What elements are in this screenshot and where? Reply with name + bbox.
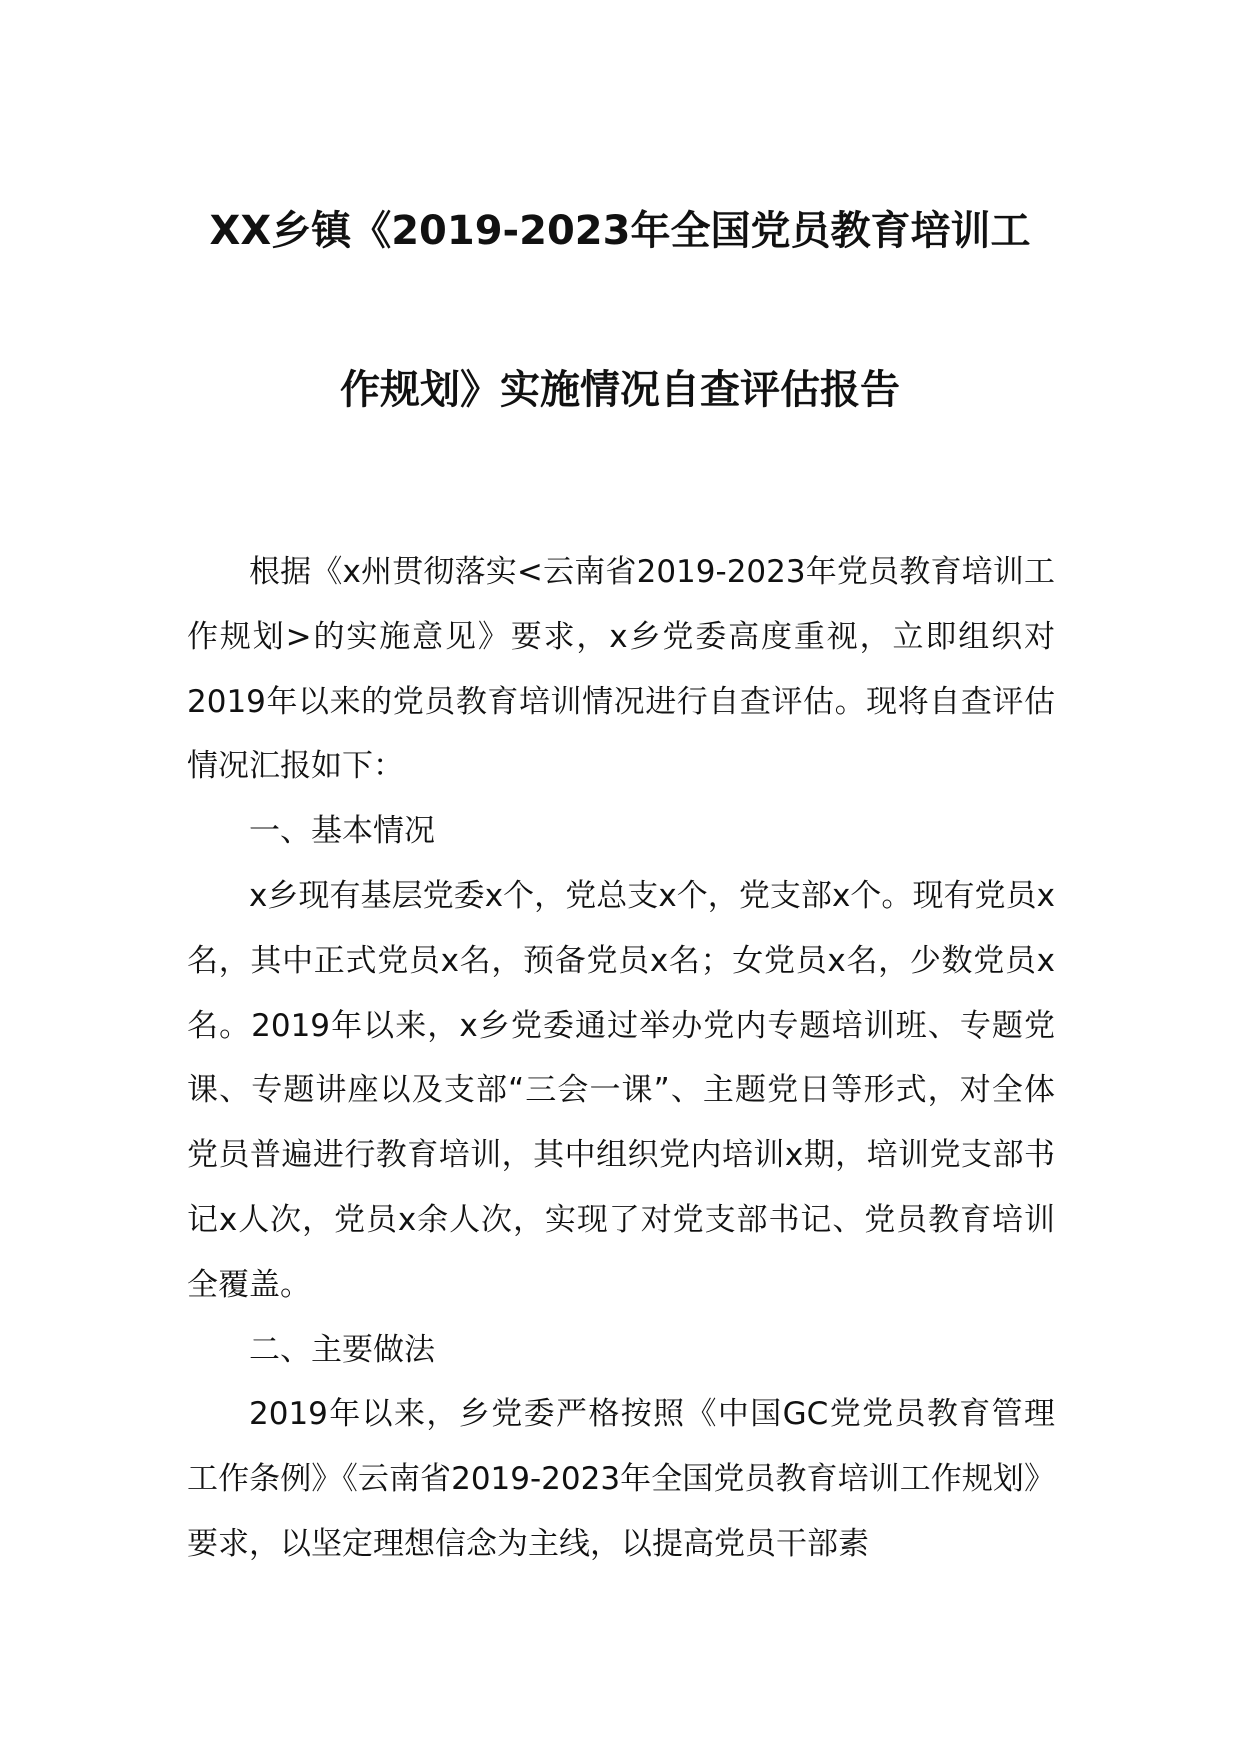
section-heading-main-practices: 二、主要做法 bbox=[249, 1331, 435, 1368]
main-practices-paragraph: 2019年以来，乡党委严格按照《中国GC党党员教育管理工作条例》《云南省2019-2023年全国党员教育培训工作规划》要求，以坚定理想信念为主线，以提高党员干部素 bbox=[187, 1396, 1055, 1562]
basic-situation-paragraph: x乡现有基层党委x个，党总支x个，党支部x个。现有党员x名，其中正式党员x名，预备党员x名；女党员x名，少数党员x名。2019年以来，x乡党委通过举办党内专题培训班、专题党课、专题讲座以及支部“三会一课”、主题党日等形式，对全体党员普遍进行教育培训，其中组织党内培训x期，培训党支部书记x人次，党员x余人次，实现了对党支部书记、党员教育培训全覆盖。 bbox=[187, 877, 1055, 1303]
intro-paragraph: 根据《x州贯彻落实<云南省2019-2023年党员教育培训工作规划>的实施意见》要求，x乡党委高度重视，立即组织对2019年以来的党员教育培训情况进行自查评估。现将自查评估情况汇报如下： bbox=[187, 554, 1055, 785]
document-title-line-1: XX乡镇《2019-2023年全国党员教育培训工 bbox=[209, 208, 1031, 254]
document-body bbox=[187, 540, 1055, 1577]
document-title-line-2: 作规划》实施情况自查评估报告 bbox=[340, 367, 900, 413]
section-heading-basic-situation: 一、基本情况 bbox=[249, 813, 435, 850]
